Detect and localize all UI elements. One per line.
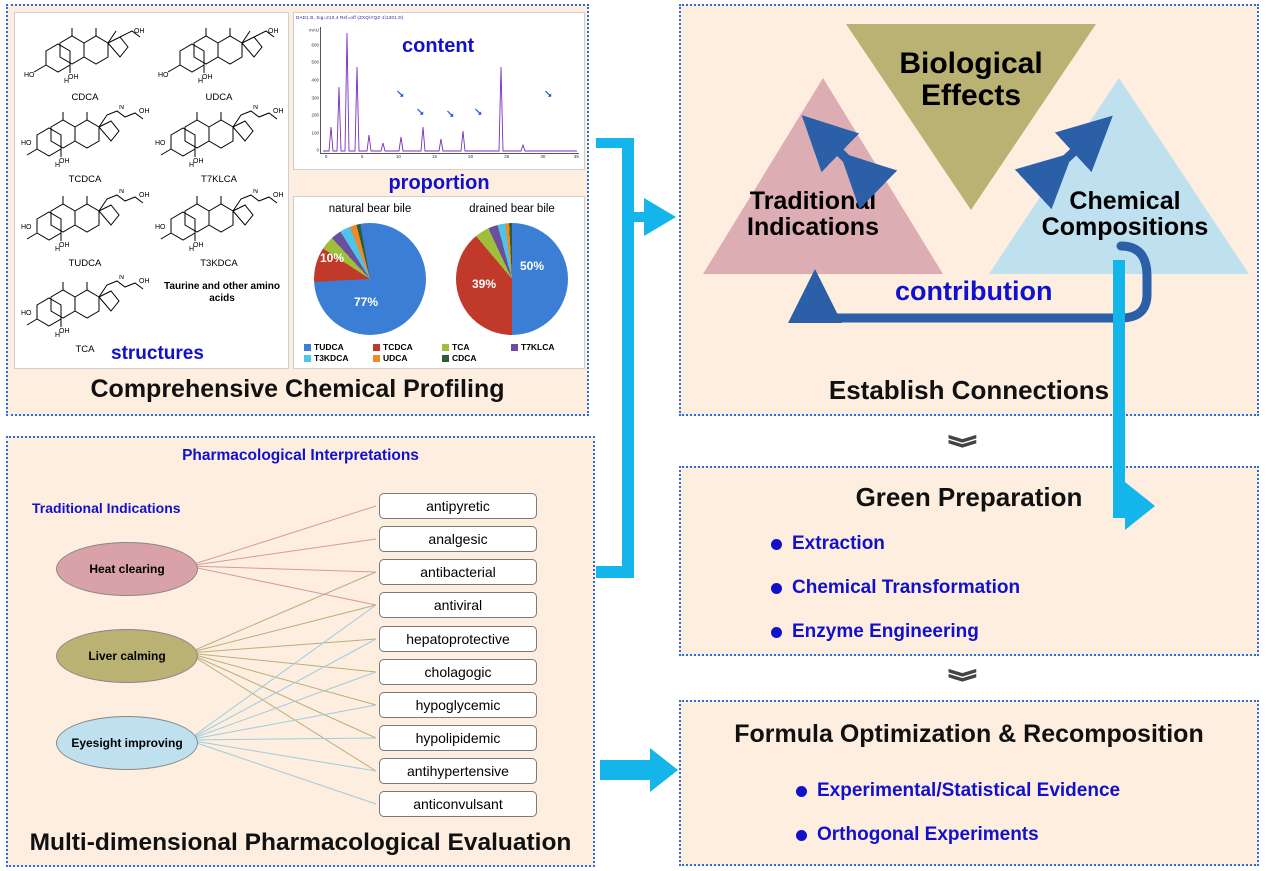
t3kdca-structure-icon	[155, 189, 283, 255]
green-item-label: Enzyme Engineering	[792, 621, 979, 642]
structure-udca	[155, 23, 283, 103]
effect-hypoglycemic[interactable]	[379, 692, 537, 718]
chromatogram-peak-arrow: ➞	[392, 86, 408, 102]
svg-text:N: N	[119, 189, 125, 195]
chemical-profiling-caption: Comprehensive Chemical Profiling	[90, 375, 505, 403]
structure-label: TUDCA	[68, 258, 102, 269]
legend-label: TCDCA	[383, 342, 413, 352]
svg-text:OH: OH	[139, 108, 149, 115]
panel-formula-optimization	[679, 700, 1259, 866]
effect-label: analgesic	[428, 531, 488, 547]
legend-item	[304, 342, 369, 352]
udca-structure-icon	[158, 23, 280, 89]
chrom-x-tick: 15	[432, 154, 438, 159]
svg-text:HO: HO	[21, 140, 32, 147]
chromatogram-peak-arrow: ➞	[540, 86, 556, 102]
effect-label: antihypertensive	[407, 763, 509, 779]
svg-text:OH: OH	[268, 28, 279, 35]
svg-text:HO: HO	[155, 224, 166, 231]
chrom-x-tick: 20	[468, 154, 474, 159]
chrom-y-tick: 300	[311, 95, 319, 101]
effect-antihypertensive[interactable]	[379, 758, 537, 784]
chrom-x-tick: 35	[573, 154, 579, 159]
pie-slice-label: 10%	[320, 251, 345, 265]
legend-swatch-icon	[442, 355, 449, 362]
svg-text:OH: OH	[59, 328, 70, 335]
effect-label: antiviral	[433, 597, 483, 613]
pie-slice-label: 39%	[472, 277, 497, 291]
chrom-y-tick: 200	[311, 112, 319, 118]
svg-text:H: H	[189, 246, 195, 253]
panel-pharmacological-evaluation	[6, 436, 595, 867]
connection-arrows	[681, 6, 1261, 418]
chrom-y-tick: 600	[311, 42, 319, 48]
legend-swatch-icon	[442, 344, 449, 351]
chromatogram-peak-arrow: ➞	[470, 104, 486, 120]
legend-swatch-icon	[304, 355, 311, 362]
structure-cdca	[21, 23, 149, 103]
pharmacological-interpretations-title: Pharmacological Interpretations	[182, 447, 419, 464]
svg-text:N: N	[253, 189, 259, 195]
arrow-pharm-to-formula	[600, 748, 678, 792]
content-label: content	[402, 35, 475, 57]
chrom-x-tick: 10	[395, 154, 401, 159]
legend-item	[442, 353, 507, 363]
proportion-label: proportion	[388, 172, 490, 194]
chromatogram-header: DAD1 B, Sig=210,4 Ref=off (ZXQ\YQZ-1\1301.D)	[296, 15, 404, 20]
pie-title-natural: natural bear bile	[328, 203, 412, 215]
bullet-dot-icon	[771, 539, 782, 550]
svg-text:OH: OH	[193, 242, 204, 249]
arrow-chem-to-connections	[596, 138, 676, 236]
chrom-y-tick: 500	[311, 59, 319, 65]
panel-green-preparation	[679, 466, 1259, 656]
legend-swatch-icon	[373, 355, 380, 362]
pie-title-drained: drained bear bile	[469, 203, 555, 215]
green-item-extraction	[771, 533, 885, 555]
svg-text:H: H	[55, 332, 61, 339]
effect-label: hypolipidemic	[415, 730, 501, 746]
legend-label: T7KLCA	[521, 342, 555, 352]
effect-antibacterial[interactable]	[379, 559, 537, 585]
formula-item-label: Orthogonal Experiments	[817, 824, 1039, 845]
structure-taurine-label: Taurine and other amino acids	[164, 281, 280, 304]
indication-heat-clearing[interactable]	[56, 542, 198, 596]
legend-swatch-icon	[373, 344, 380, 351]
effect-hepatoprotective[interactable]	[379, 626, 537, 652]
chevron-down-icon-1: ⟫	[945, 433, 979, 450]
tudca-structure-icon	[21, 189, 149, 255]
effect-cholagogic[interactable]	[379, 659, 537, 685]
effect-label: cholagogic	[424, 664, 492, 680]
legend-swatch-icon	[304, 344, 311, 351]
arrow-left-biconnect	[821, 134, 859, 171]
svg-text:HO: HO	[21, 310, 32, 317]
chemical-structures-card	[14, 12, 289, 369]
bullet-dot-icon	[771, 583, 782, 594]
formula-optimization-title: Formula Optimization & Recomposition	[734, 720, 1204, 748]
effect-label: antibacterial	[420, 564, 496, 580]
indication-eyesight-improving[interactable]	[56, 716, 198, 770]
arrow-right-biconnect	[1053, 134, 1093, 171]
bullet-dot-icon	[796, 830, 807, 841]
pie-chart-drained-bear-bile	[456, 223, 568, 335]
pie-charts-card	[293, 196, 585, 369]
structure-tcdca	[21, 105, 149, 185]
structure-label: TCDCA	[68, 174, 102, 185]
chrom-y-tick: 400	[311, 77, 319, 83]
formula-item-evidence	[796, 780, 1120, 802]
svg-text:OH: OH	[202, 74, 213, 81]
chrom-y-tick: mAU	[309, 27, 319, 33]
bullet-dot-icon	[771, 627, 782, 638]
structure-label: T3KDCA	[200, 258, 238, 269]
svg-text:HO: HO	[24, 72, 35, 79]
legend-label: TUDCA	[314, 342, 344, 352]
indication-liver-calming[interactable]	[56, 629, 198, 683]
pie-legend	[304, 342, 576, 363]
svg-text:OH: OH	[59, 242, 70, 249]
formula-item-orthogonal	[796, 824, 1039, 846]
tca-structure-icon	[21, 275, 149, 341]
contribution-label: contribution	[895, 276, 1053, 306]
effect-anticonvulsant[interactable]	[379, 791, 537, 817]
svg-text:H: H	[64, 78, 70, 85]
green-item-label: Extraction	[792, 533, 885, 554]
svg-text:H: H	[189, 162, 195, 169]
legend-item	[442, 342, 507, 352]
svg-text:OH: OH	[139, 278, 149, 285]
pie-chart-natural-bear-bile	[314, 223, 426, 335]
svg-text:H: H	[198, 78, 204, 85]
svg-text:H: H	[55, 162, 61, 169]
chrom-y-tick: 0	[316, 147, 319, 153]
chrom-x-tick: 5	[361, 154, 364, 159]
pie-slice-label: 77%	[354, 295, 379, 309]
svg-text:OH: OH	[193, 158, 204, 165]
legend-item	[373, 342, 438, 352]
pie-slice-label: 50%	[520, 259, 545, 273]
legend-label: CDCA	[452, 353, 477, 363]
chrom-y-tick: 100	[311, 130, 319, 136]
green-item-chemical-transformation	[771, 577, 1020, 599]
structure-label: TCA	[75, 344, 95, 355]
effect-label: hepatoprotective	[406, 631, 510, 647]
legend-item	[511, 342, 576, 352]
chromatogram-card	[293, 12, 585, 170]
svg-text:OH: OH	[273, 192, 283, 199]
svg-text:OH: OH	[139, 192, 149, 199]
tcdca-structure-icon	[21, 105, 149, 171]
effect-antiviral[interactable]	[379, 592, 537, 618]
structures-caption: structures	[111, 343, 204, 364]
green-item-enzyme-engineering	[771, 621, 979, 643]
svg-text:H: H	[55, 246, 61, 253]
legend-label: T3KDCA	[314, 353, 349, 363]
svg-text:OH: OH	[68, 74, 79, 81]
svg-text:HO: HO	[21, 224, 32, 231]
formula-item-label: Experimental/Statistical Evidence	[817, 780, 1121, 801]
green-item-label: Chemical Transformation	[792, 577, 1021, 598]
chrom-x-tick: 30	[540, 154, 546, 159]
chrom-x-tick: 25	[504, 154, 510, 159]
effect-label: anticonvulsant	[413, 796, 503, 812]
structure-t7klca	[155, 105, 283, 185]
svg-text:HO: HO	[158, 72, 169, 79]
arrow-pharm-to-connections	[596, 140, 634, 578]
label-biological-effects: Biological Effects	[899, 47, 1043, 112]
effect-antipyretic[interactable]	[379, 493, 537, 519]
effect-analgesic[interactable]	[379, 526, 537, 552]
panel-chemical-profiling	[6, 4, 589, 416]
effect-hypolipidemic[interactable]	[379, 725, 537, 751]
traditional-indications-title: Traditional Indications	[32, 500, 181, 516]
establish-connections-caption: Establish Connections	[828, 375, 1110, 405]
t7klca-structure-icon	[155, 105, 283, 171]
label-traditional-indications: Traditional Indications	[747, 187, 879, 242]
effect-label: hypoglycemic	[415, 697, 501, 713]
cdca-structure-icon	[24, 23, 146, 89]
svg-text:OH: OH	[59, 158, 70, 165]
structure-label: CDCA	[71, 92, 99, 103]
green-preparation-title: Green Preparation	[855, 482, 1083, 512]
chromatogram-peak-arrow: ➞	[412, 104, 428, 120]
svg-text:OH: OH	[273, 108, 283, 115]
structure-label: UDCA	[205, 92, 233, 103]
chevron-down-icon-2: ⟫	[945, 667, 979, 684]
legend-item	[373, 353, 438, 363]
svg-text:N: N	[119, 275, 125, 281]
indication-label: Liver calming	[88, 648, 166, 663]
pharmacological-evaluation-caption: Multi-dimensional Pharmacological Evaluation	[29, 829, 572, 856]
panel-establish-connections	[679, 4, 1259, 416]
chromatogram-peak-arrow: ➞	[442, 106, 458, 122]
label-chemical-compositions: Chemical Compositions	[1041, 187, 1209, 242]
legend-label: UDCA	[383, 353, 408, 363]
bullet-dot-icon	[796, 786, 807, 797]
structure-t3kdca	[155, 189, 283, 269]
structures-grid	[15, 13, 288, 368]
indication-label: Heat clearing	[89, 561, 165, 576]
svg-text:HO: HO	[155, 140, 166, 147]
svg-text:OH: OH	[134, 28, 145, 35]
legend-swatch-icon	[511, 344, 518, 351]
legend-label: TCA	[452, 342, 470, 352]
structure-label: T7KLCA	[201, 174, 237, 185]
svg-text:N: N	[119, 105, 125, 111]
effect-label: antipyretic	[426, 498, 490, 514]
structure-tudca	[21, 189, 149, 269]
legend-item	[304, 353, 369, 363]
svg-text:N: N	[253, 105, 259, 111]
chrom-x-tick: 0	[324, 154, 328, 159]
indication-label: Eyesight improving	[71, 735, 183, 750]
